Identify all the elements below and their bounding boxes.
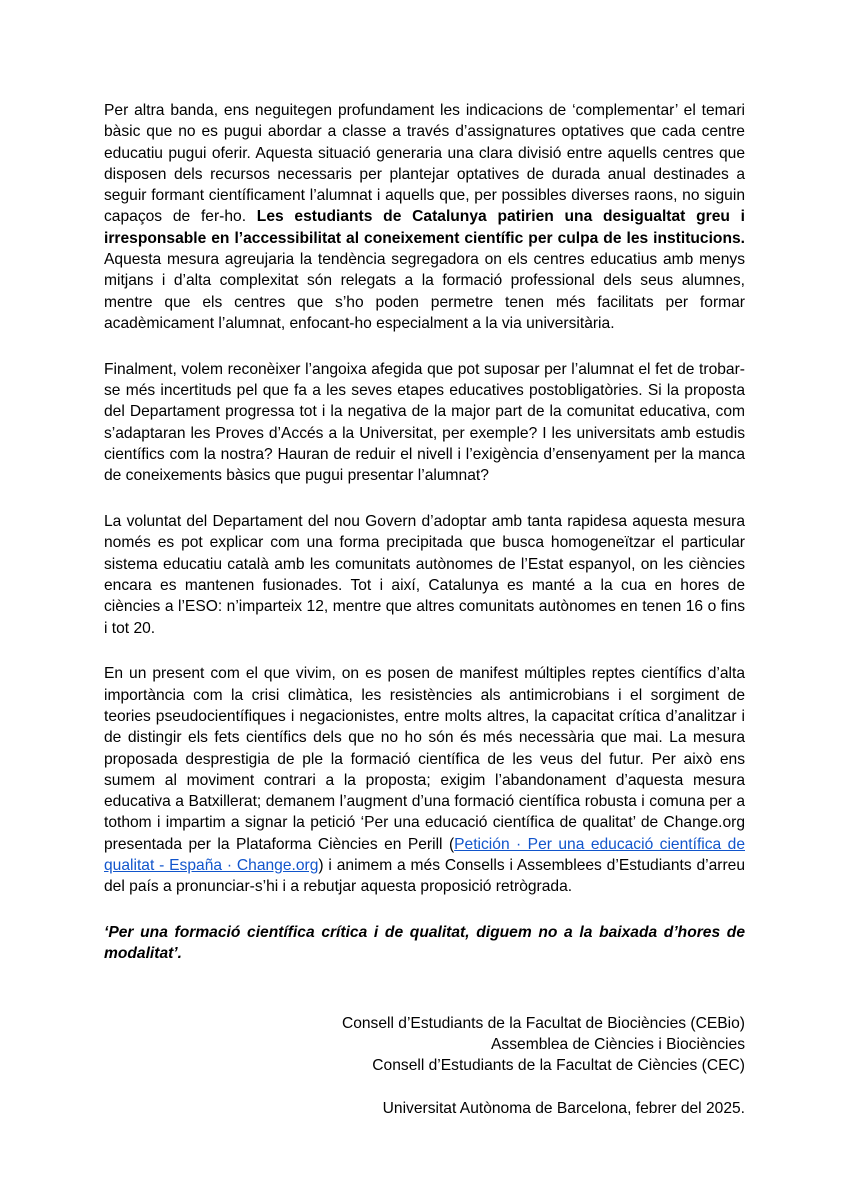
signatory-cec: Consell d’Estudiants de la Facultat de Ciències (CEC) — [372, 1057, 745, 1075]
paragraph-text: Per altra banda, ens neguitegen profundament les indicacions de ‘complementar’ el temari bàsic que no es pugui abordar a classe a través d’assignatures optatives que cada centre educatiu pugui oferir. Aquesta situació generaria una clara divisió entre aquells centres que disposen dels recursos necessaris per plantejar optatives de durada anual destinades a seguir formant científicament l’alumnat i aquells que, per possibles diverses raons, no siguin capaços de fer-ho. — [104, 102, 745, 226]
signatory-cebio: Consell d’Estudiants de la Facultat de Biociències (CEBio) — [341, 1014, 745, 1032]
paragraph-call-to-action — [104, 663, 745, 897]
signature-block — [104, 1013, 745, 1119]
paragraph-text: En un present com el que vivim, on es posen de manifest múltiples reptes científics d’alta importància com la crisi climàtica, les resistències als antimicrobians i el sorgiment de teories pseudocientífiques i negacionistes, entre molts altres, la capacitat crítica d’analitzar i de distingir els fets científics dels que no ho són és més necessària que mai. La mesura proposada desprestigia de ple la formació científica de les veus del futur. Per això ens sumem al moviment contrari a la proposta; exigim l’abandonament d’aquesta mesura educativa a Batxillerat; demanem l’augment d’una formació científica robusta i comuna per a tothom i impartim a signar la petició ‘Per una educació científica de qualitat’ de Change.org presentada per la Plataforma Ciències en Perill ( — [104, 665, 745, 853]
paragraph-segregation — [104, 100, 745, 334]
signatory-assembly: Assemblea de Ciències i Biociències — [491, 1035, 745, 1053]
petition-link[interactable]: Petición · Per una educació científica de qualitat - España · Change.org — [104, 835, 745, 874]
bold-statement: Les estudiants de Catalunya patirien una desigualtat greu i irresponsable en l’accessibilitat al coneixement científic per culpa de les institucions. — [104, 208, 745, 247]
place-and-date: Universitat Autònoma de Barcelona, febrer del 2025. — [382, 1099, 745, 1117]
paragraph-text: La voluntat del Departament del nou Govern d’adoptar amb tanta rapidesa aquesta mesura només es pot explicar com una forma precipitada que busca homogeneïtzar el particular sistema educatiu català amb les comunitats autònomes de l’Estat espanyol, on les ciències encara es mantenen fusionades. Tot i així, Catalunya es manté a la cua en hores de ciències a l’ESO: n’imparteix 12, mentre que altres comunitats autònomes en tenen 16 o fins i tot 20. — [104, 513, 745, 637]
paragraph-text: Aquesta mesura agreujaria la tendència segregadora on els centres educatius amb menys mitjans i d’alta complexitat són relegats a la formació professional dels seus alumnes, mentre que els centres que s’ho poden permetre tenen més facilitats per formar acadèmicament l’alumnat, enfocant-ho especialment a la via universitària. — [104, 251, 745, 332]
paragraph-text: Finalment, volem reconèixer l’angoixa afegida que pot suposar per l’alumnat el fet de trobar-se més incertituds pel que fa a les seves etapes educatives postobligatòries. Si la proposta del Departament progressa tot i la negativa de la major part de la comunitat educativa, com s’adaptaran les Proves d’Accés a la Universitat, per exemple? I les universitats amb estudis científics com la nostra? Hauran de reduir el nivell i l’exigència d’ensenyament per la manca de coneixements bàsics que pugui presentar l’alumnat? — [104, 360, 745, 485]
closing-slogan: ‘Per una formació científica crítica i de qualitat, diguem no a la baixada d’hores de modalitat’. — [104, 924, 745, 963]
paragraph-uncertainty — [104, 359, 745, 487]
paragraph-government — [104, 511, 745, 639]
paragraph-text: ) i animem a més Consells i Assemblees d’Estudiants d’arreu del país a pronunciar-s’hi i a rebutjar aquesta proposició retrògrada. — [104, 857, 746, 896]
